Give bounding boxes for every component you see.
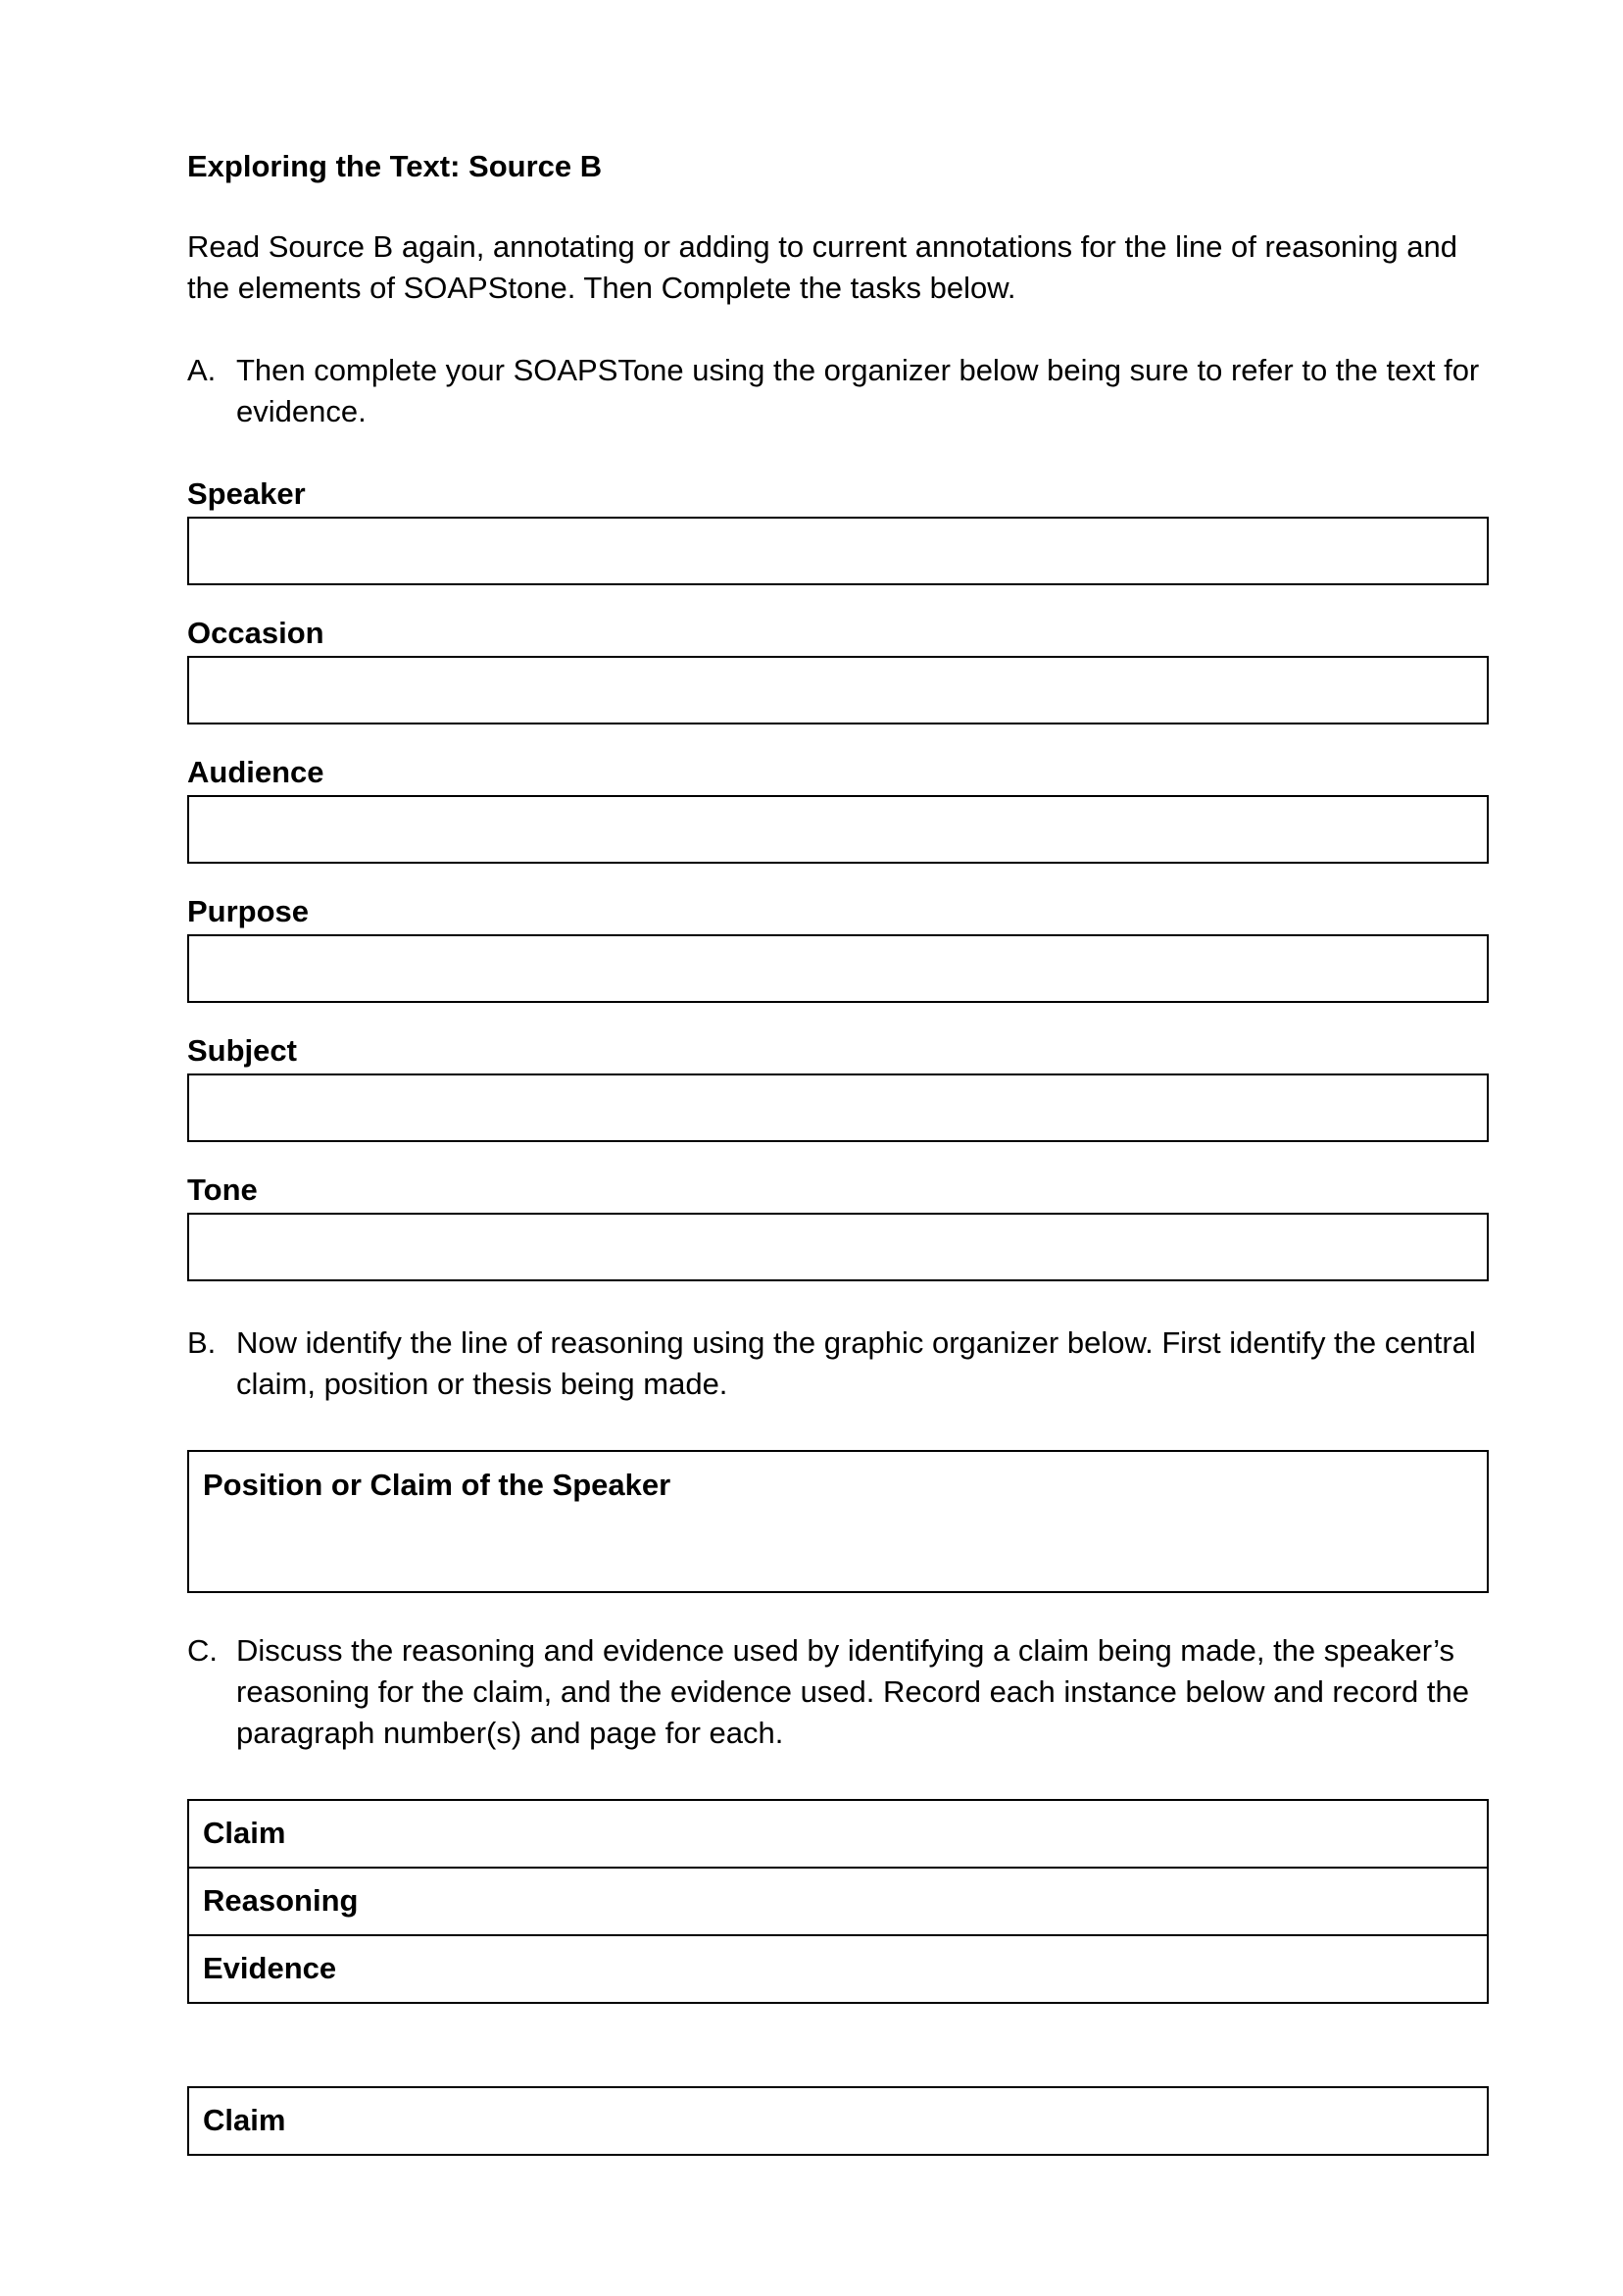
- purpose-label: Purpose: [187, 894, 310, 928]
- task-c: [187, 1630, 1500, 1754]
- task-b: [187, 1323, 1500, 1405]
- intro-paragraph: Read Source B again, annotating or adding to current annotations for the line of reasoning and the elements of SOAPStone. Then Complete the tasks below.: [187, 229, 1458, 305]
- speaker-label: Speaker: [187, 476, 306, 511]
- task-a-letter: A.: [187, 353, 217, 387]
- table-row-reasoning[interactable]: [189, 1867, 1487, 1934]
- table-row-claim[interactable]: [189, 1801, 1487, 1867]
- purpose-field[interactable]: [187, 934, 1489, 1003]
- task-c-letter: C.: [187, 1633, 218, 1668]
- table-row-label: Reasoning: [203, 1883, 359, 1918]
- table-row-evidence[interactable]: [189, 1934, 1487, 2002]
- tone-label: Tone: [187, 1173, 258, 1207]
- task-b-letter: B.: [187, 1325, 217, 1360]
- tone-field[interactable]: [187, 1213, 1489, 1281]
- claim-reasoning-evidence-table-1: [187, 1799, 1489, 2004]
- position-claim-box[interactable]: [187, 1450, 1489, 1593]
- task-a-text: Then complete your SOAPSTone using the organizer below being sure to refer to the text for evidence.: [236, 353, 1480, 428]
- task-a: [187, 350, 1500, 432]
- table-row-label: Evidence: [203, 1951, 337, 1985]
- table-row-label: Claim: [203, 2103, 286, 2137]
- table-row-label: Claim: [203, 1816, 286, 1850]
- occasion-field[interactable]: [187, 656, 1489, 724]
- table-row-claim[interactable]: [189, 2088, 1487, 2154]
- task-b-text: Now identify the line of reasoning using the graphic organizer below. First identify the central claim, position or thesis being made.: [236, 1325, 1476, 1401]
- position-claim-label: Position or Claim of the Speaker: [203, 1468, 671, 1502]
- occasion-label: Occasion: [187, 616, 324, 650]
- audience-label: Audience: [187, 755, 324, 789]
- subject-field[interactable]: [187, 1073, 1489, 1142]
- claim-reasoning-evidence-table-2: [187, 2086, 1489, 2156]
- speaker-field[interactable]: [187, 517, 1489, 585]
- task-c-text: Discuss the reasoning and evidence used by identifying a claim being made, the speaker’s reasoning for the claim, and the evidence used. Record each instance below and record the paragraph number(s) and page for each.: [236, 1633, 1469, 1750]
- subject-label: Subject: [187, 1033, 297, 1068]
- audience-field[interactable]: [187, 795, 1489, 864]
- page-title: Exploring the Text: Source B: [187, 149, 603, 183]
